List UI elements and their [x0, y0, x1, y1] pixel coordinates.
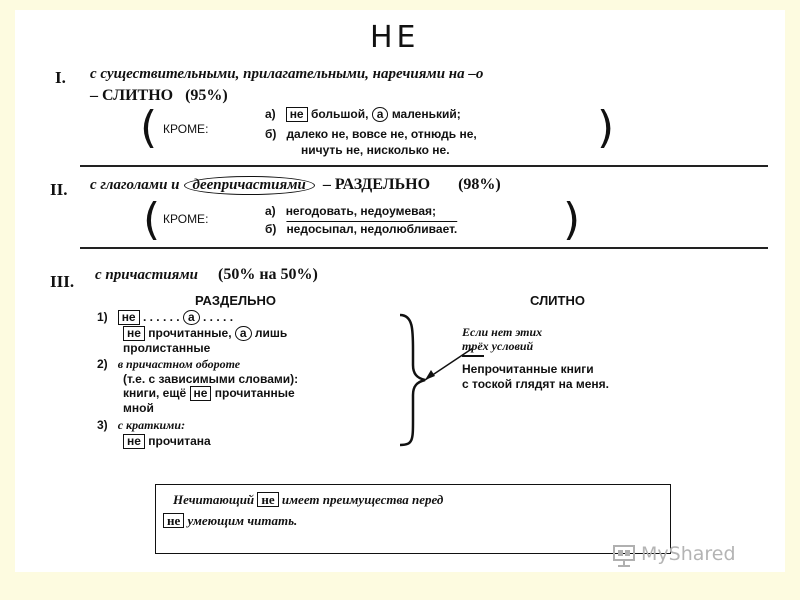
right-condition-line1: Если нет этих: [462, 325, 543, 339]
section1-right-paren: ): [597, 102, 615, 153]
right-example-line1: Непрочитанные книги: [462, 362, 594, 376]
section2-item-a: а) негодовать, недоумевая;: [265, 204, 437, 218]
right-condition-line2: трёх условий: [462, 339, 534, 353]
item3: 3) с краткими:: [97, 418, 186, 432]
item2: 2) в причастном обороте: [97, 357, 241, 371]
a-circle: а: [183, 310, 200, 325]
overline-mark: [462, 355, 484, 357]
item1-example-line2: пролистанные: [123, 341, 211, 355]
section2-right-paren: ): [563, 194, 581, 245]
ne-box: не: [190, 386, 212, 401]
item2-line4: мной: [123, 401, 154, 415]
myshared-logo-icon: [611, 542, 637, 568]
section2-left-paren: (: [143, 194, 161, 245]
section1-result: – СЛИТНО (95%): [90, 87, 228, 104]
watermark-text: MyShared: [641, 543, 736, 565]
a-circle: а: [235, 326, 252, 341]
divider: [80, 165, 768, 167]
column-separately: РАЗДЕЛЬНО: [195, 293, 276, 308]
section1-item-b-line2: ничуть не, нисколько не.: [301, 143, 450, 157]
section1-except-label: КРОМЕ:: [163, 122, 209, 136]
section1-item-a: а) не большой, а маленький;: [265, 107, 461, 121]
item3-example: не прочитана: [123, 434, 211, 449]
circled-term: деепричастиями: [184, 176, 315, 195]
slide: [15, 10, 785, 572]
note-line2: не умеющим читать.: [163, 513, 297, 529]
item2-line3: книги, ещё не прочитанные: [123, 386, 295, 400]
section3-rule: с причастиями (50% на 50%): [95, 266, 318, 283]
ne-box: не: [123, 326, 145, 341]
a-circle: а: [372, 107, 389, 122]
section2-rule: с глаголами и деепричастиями – РАЗДЕЛЬНО (98%): [90, 176, 501, 193]
item1: 1) не . . . . . . а . . . . .: [97, 310, 234, 324]
note-line1: Нечитающий не имеет преимущества перед: [173, 492, 444, 507]
ne-box: не: [123, 434, 145, 449]
section1-left-paren: (: [140, 102, 158, 153]
column-together: СЛИТНО: [530, 293, 585, 308]
right-example-line2: с тоской глядят на меня.: [462, 377, 610, 391]
ne-box: не: [286, 107, 308, 122]
section2-item-b: б) недосыпал, недолюбливает.: [265, 222, 458, 236]
section2-numeral: II.: [50, 180, 68, 199]
ne-box: не: [163, 513, 184, 528]
section1-item-b: б) далеко не, вовсе не, отнюдь не,: [265, 127, 477, 141]
divider: [80, 247, 768, 249]
item1-example: не прочитанные, а лишь: [123, 326, 287, 341]
ne-box: не: [118, 310, 140, 325]
section1-numeral: I.: [55, 68, 66, 87]
section3-numeral: III.: [50, 272, 75, 291]
page-title: НЕ: [370, 20, 420, 55]
ne-box: не: [257, 492, 278, 507]
section2-except-label: КРОМЕ:: [163, 212, 209, 226]
item2-line2: (т.е. с зависимыми словами):: [123, 372, 299, 386]
section1-rule: с существительными, прилагательными, наречиями на –о: [90, 66, 484, 82]
